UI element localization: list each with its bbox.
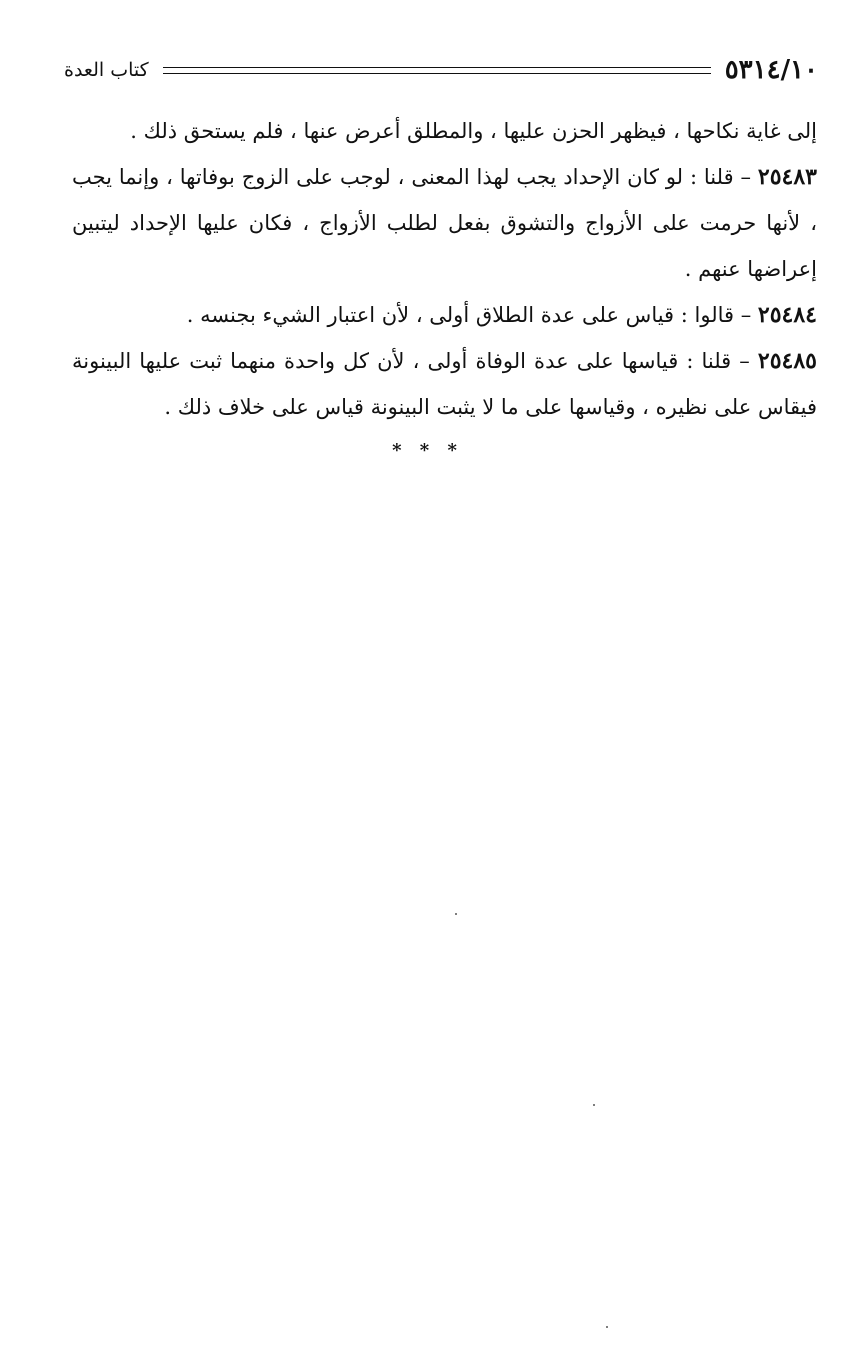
paragraph-number: ٢٥٤٨٤ (757, 302, 817, 328)
scan-speck (455, 913, 457, 915)
paragraph-text: – قلنا : قياسها على عدة الوفاة أولى ، لأن كل واحدة منهما ثبت عليها البينونة فيقاس على نظيره ، وقياسها على ما لا يثبت البينونة قياس على خلاف ذلك . (72, 349, 817, 419)
paragraph-25485 (72, 338, 817, 430)
page-number: ٥٣١٤/١٠ (724, 55, 818, 85)
body-text (72, 108, 817, 430)
paragraph-continuation (72, 108, 817, 154)
paragraph-number: ٢٥٤٨٣ (757, 164, 817, 190)
paragraph-text: إلى غاية نكاحها ، فيظهر الحزن عليها ، والمطلق أعرض عنها ، فلم يستحق ذلك . (130, 119, 817, 143)
paragraph-text: – قالوا : قياس على عدة الطلاق أولى ، لأن اعتبار الشيء بجنسه . (186, 303, 752, 327)
paragraph-text: – قلنا : لو كان الإحداد يجب لهذا المعنى ، لوجب على الزوج بوفاتها ، وإنما يجب ، لأنها حرمت على الأزواج والتشوق بفعل لطلب الأزواج ، فكان عليها الإحداد ليتبين إعراضها عنهم . (72, 165, 817, 281)
book-title: كتاب العدة (64, 59, 149, 81)
paragraph-25483 (72, 154, 817, 292)
header-double-rule (163, 67, 711, 74)
section-separator: * * * (392, 440, 463, 461)
paragraph-25484 (72, 292, 817, 338)
paragraph-number: ٢٥٤٨٥ (757, 348, 817, 374)
scan-speck (593, 1104, 595, 1106)
scan-speck (606, 1326, 608, 1328)
running-head (64, 52, 818, 88)
